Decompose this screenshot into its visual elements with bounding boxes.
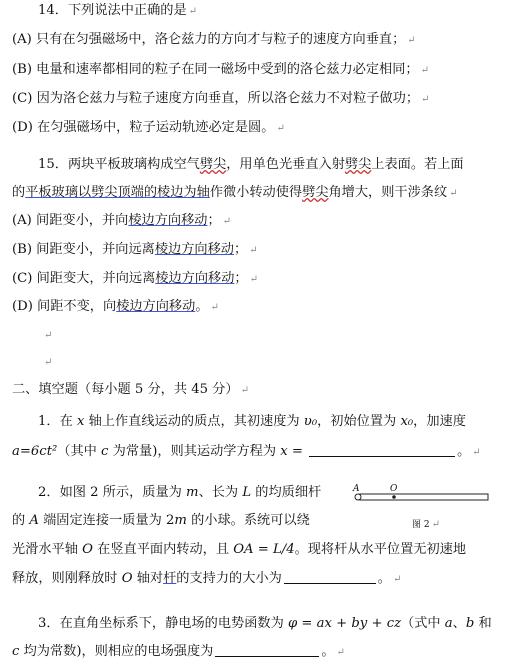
figure-caption: 图 2 ↵ [412,519,440,530]
fill-2-line-1: 2．如图 2 所示，质量为 m、长为 L 的均质细杆 [38,485,322,500]
q14-option-d: (D) 在匀强磁场中，粒子运动轨迹必定是圆。 ↵ [12,120,285,135]
q15-option-c: (C) 间距变大，并向远离棱边方向移动； ↵ [12,271,258,286]
section-2-title: 二、填空题（每小题 5 分，共 45 分） ↵ [12,382,249,397]
return-mark-icon: ↵ [240,385,249,396]
return-mark-icon: ↵ [249,245,258,256]
return-mark-icon: ↵ [44,357,53,368]
return-mark-icon: ↵ [249,274,258,285]
fill-2-line-3: 光滑水平轴 O 在竖直平面内转动，且 OA = L/4。现将杆从水平位置无初速地 [12,542,467,557]
q14-option-b: (B) 电量和速率都相同的粒子在同一磁场中受到的洛仑兹力必定相同； ↵ [12,62,429,77]
return-mark-icon: ↵ [407,35,416,46]
figure-label-o: O [390,484,398,494]
return-mark-icon: ↵ [222,216,232,227]
return-mark-icon: ↵ [472,447,481,458]
fill-2-line-4: 释放，则刚释放时 O 轴对杆的支持力的大小为 。 ↵ [12,571,402,586]
fill-1-line-1: 1．在 x 轴上作直线运动的质点，其初速度为 υ₀，初始位置为 x₀，加速度 [38,414,466,429]
return-mark-icon: ↵ [188,6,198,17]
q14-option-c: (C) 因为洛仑兹力与粒子速度方向垂直，所以洛仑兹力不对粒子做功； ↵ [12,91,430,106]
q15-option-a: (A) 间距变小，并向棱边方向移动； ↵ [12,213,232,228]
fill-1-line-2: a=6ct²（其中 c 为常量)，则其运动学方程为 x = 。 ↵ [12,444,481,459]
return-mark-icon: ↵ [431,519,440,530]
return-mark-icon: ↵ [420,65,429,76]
answer-blank-2[interactable] [284,570,376,584]
return-mark-icon: ↵ [44,330,53,341]
q15-option-d: (D) 间距不变，向棱边方向移动。 ↵ [12,299,219,314]
return-mark-icon: ↵ [421,94,430,105]
return-mark-icon: ↵ [276,123,285,134]
figure-label-a: A [353,484,360,494]
ball-a [355,494,361,500]
question-15-line-1: 15．两块平板玻璃构成空气劈尖，用单色光垂直入射劈尖上表面。若上面 [38,157,464,172]
return-mark-icon: ↵ [449,188,458,199]
question-15-line-2: 的平板玻璃以劈尖顶端的棱边为轴作微小转动使得劈尖角增大，则干涉条纹 ↵ [12,185,458,200]
empty-paragraph [42,326,52,345]
fill-2-line-2: 的 A 端固定连接一质量为 2m 的小球。系统可以绕 [12,513,310,528]
rod [360,494,488,500]
pivot-o [392,495,396,499]
answer-blank-1[interactable] [309,443,455,457]
empty-paragraph [42,353,52,372]
question-14-stem: 14．下列说法中正确的是 ↵ [38,3,198,18]
q15-option-b: (B) 间距变小，并向远离棱边方向移动； ↵ [12,242,258,257]
return-mark-icon: ↵ [336,647,345,658]
q14-option-a: (A) 只有在匀强磁场中，洛仑兹力的方向才与粒子的速度方向垂直； ↵ [12,32,416,47]
fill-3-line-2: c 均为常数)，则相应的电场强度为 。 ↵ [12,644,345,659]
return-mark-icon: ↵ [392,574,402,585]
fill-3-line-1: 3．在直角坐标系下，静电场的电势函数为 φ = ax + by + cz（式中 a、b 和 [38,616,492,631]
answer-blank-3[interactable] [215,643,319,657]
return-mark-icon: ↵ [210,302,219,313]
